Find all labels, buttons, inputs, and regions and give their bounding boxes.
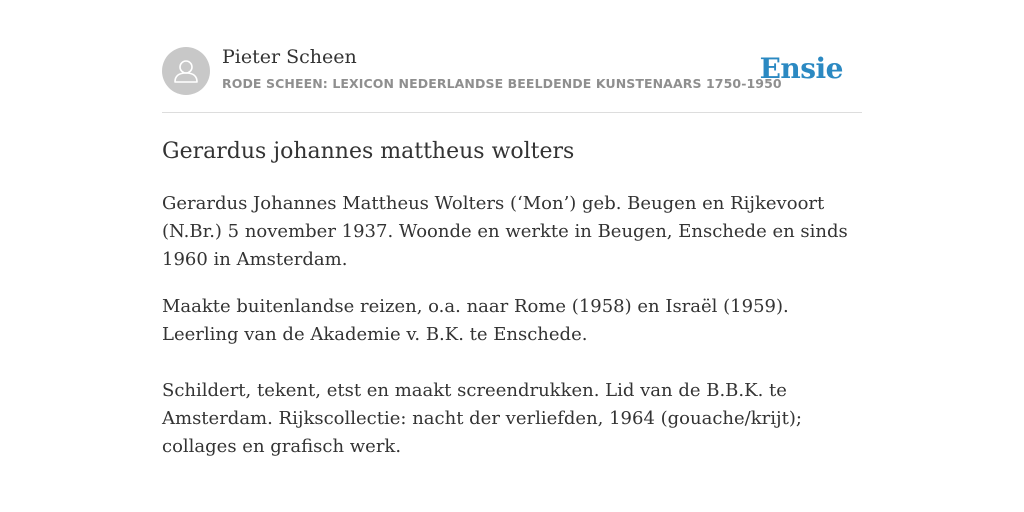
article-card (162, 0, 862, 457)
article-paragraph: Gerardus Johannes Mattheus Wolters (‘Mon’) geb. Beugen en Rijkevoort (N.Br.) 5 november 1937. Woonde en werkte in Beugen, Enschede en sinds 1960 in Amsterdam. (162, 193, 848, 270)
source-title[interactable]: RODE SCHEEN: LEXICON NEDERLANDSE BEELDENDE KUNSTENAARS 1750-1950 (222, 76, 782, 91)
page-title: Gerardus johannes mattheus wolters (162, 139, 575, 164)
article-paragraph: Schildert, tekent, etst en maakt screendrukken. Lid van de B.B.K. te Amsterdam. Rijkscollectie: nacht der verliefden, 1964 (gouache/krijt); collages en grafisch werk. (162, 380, 802, 457)
user-icon (162, 47, 210, 95)
author-name[interactable]: Pieter Scheen (222, 46, 357, 68)
article-paragraph: Maakte buitenlandse reizen, o.a. naar Rome (1958) en Israël (1959). Leerling van de Akademie v. B.K. te Enschede. (162, 296, 789, 345)
avatar[interactable] (162, 47, 210, 95)
ensie-logo[interactable]: Ensie (759, 52, 843, 85)
article-header (162, 0, 862, 113)
